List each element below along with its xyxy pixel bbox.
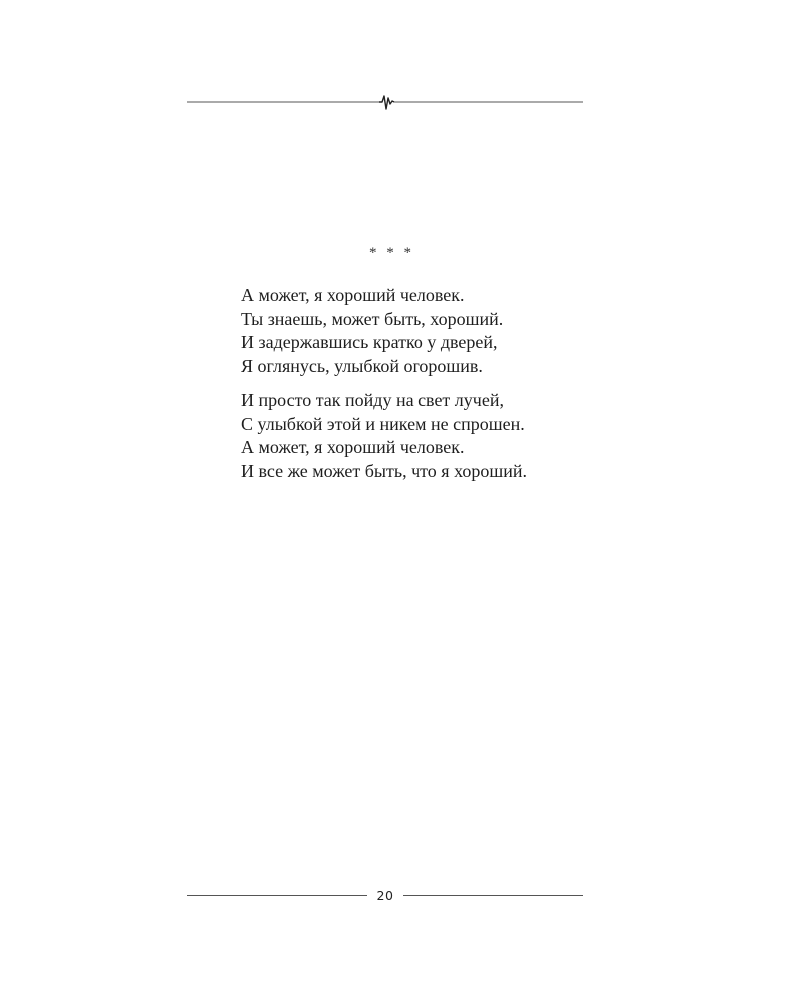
poem — [241, 244, 601, 483]
heartbeat-ornament-icon — [187, 92, 583, 112]
footer-rule-left — [187, 895, 367, 896]
poem-line: И задержавшись кратко у дверей, — [241, 332, 498, 352]
stanza-1 — [241, 284, 601, 378]
poem-line: И все же может быть, что я хороший. — [241, 460, 528, 481]
stanza-2 — [241, 389, 601, 483]
poem-line: И просто так пойду на свет лучей, — [241, 390, 504, 410]
poem-line: С улыбкой этой и никем не спрошен. — [241, 413, 525, 434]
poem-line: А может, я хороший человек. — [241, 437, 465, 457]
header-ornament-rule — [187, 92, 583, 112]
poem-separator: * * * — [369, 245, 414, 261]
poem-line: Ты знаешь, может быть, хороший. — [241, 308, 504, 329]
footer-rule-right — [403, 895, 583, 896]
poem-line: Я оглянусь, улыбкой огорошив. — [241, 355, 483, 376]
page-footer — [187, 885, 583, 905]
poem-line: А может, я хороший человек. — [241, 285, 465, 305]
page-number: 20 — [376, 887, 394, 903]
